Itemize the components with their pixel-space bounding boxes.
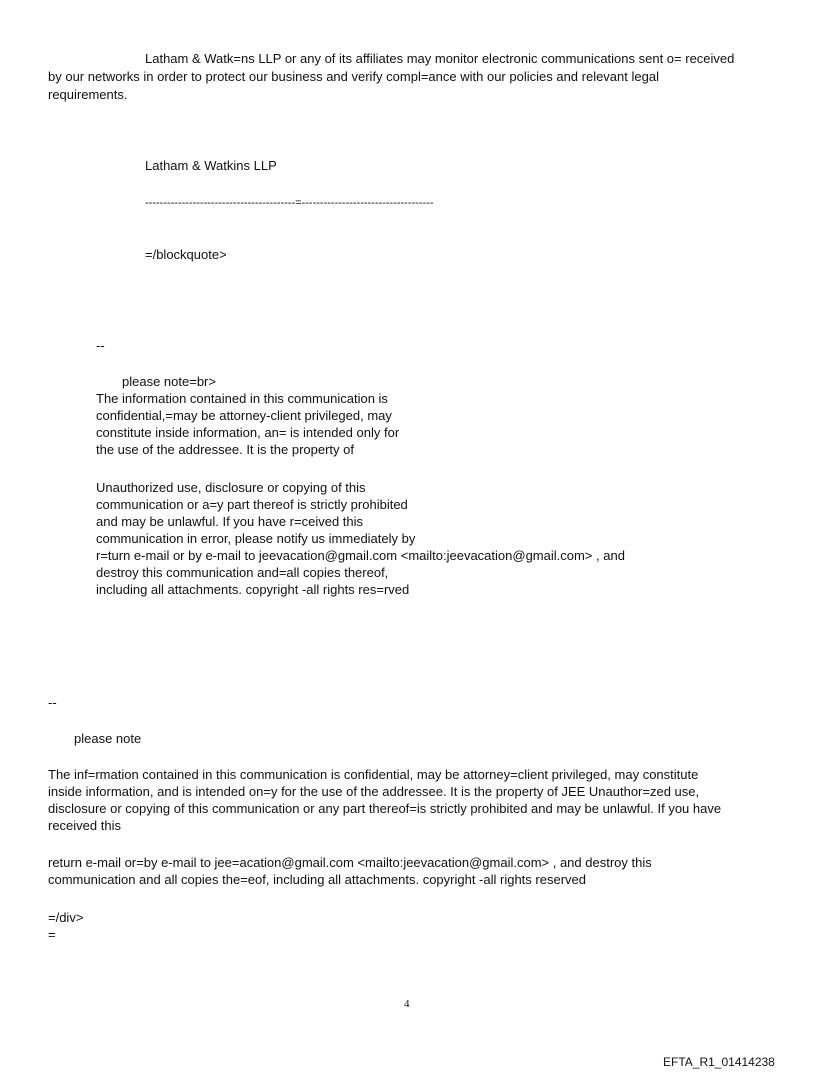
disclaimer-line: The information contained in this communication is bbox=[96, 391, 388, 406]
monitor-notice-line: by our networks in order to protect our business and verify compl=ance with our policies and relevant legal bbox=[48, 69, 659, 84]
div-close-text: =/div> bbox=[48, 910, 84, 925]
first-disclaimer bbox=[0, 373, 625, 625]
monitor-notice-line: requirements. bbox=[48, 87, 128, 102]
disclaimer-line: communication or a=y part thereof is strictly prohibited bbox=[96, 497, 408, 512]
disclaimer-line: received this bbox=[48, 818, 121, 833]
disclaimer-line: The inf=rmation contained in this communication is confidential, may be attorney=client privileged, may constitute bbox=[48, 767, 699, 782]
disclaimer-line: Unauthorized use, disclosure or copying of this bbox=[96, 480, 366, 495]
disclaimer-line: confidential,=may be attorney-client privileged, may bbox=[96, 408, 392, 423]
blockquote-close-text: =/blockquote> bbox=[145, 247, 227, 262]
trailing-equals: = bbox=[48, 927, 56, 942]
disclaimer-line: constitute inside information, an= is intended only for bbox=[96, 425, 400, 440]
signature-dash: -- bbox=[48, 695, 57, 710]
disclaimer-line: inside information, and is intended on=y for the use of the addressee. It is the property of JEE Unauthor=zed use, bbox=[48, 784, 700, 799]
disclaimer-line: and may be unlawful. If you have r=ceived this bbox=[96, 514, 364, 529]
disclaimer-line: communication in error, please notify us immediately by bbox=[96, 531, 416, 546]
second-disclaimer-heading: please note bbox=[74, 731, 142, 746]
disclaimer-line: disclosure or copying of this communication or any part thereof=is strictly prohibited and may be unlawful. If you have bbox=[48, 801, 722, 816]
second-disclaimer bbox=[48, 766, 722, 910]
separator-line: -----------------------------------------=------------------------------------ bbox=[145, 197, 434, 209]
disclaimer-line: including all attachments. copyright -all rights res=rved bbox=[96, 582, 410, 597]
firm-name: Latham & Watkins LLP bbox=[145, 158, 277, 173]
disclaimer-line: communication and all copies the=eof, including all attachments. copyright -all rights reserved bbox=[48, 872, 586, 887]
disclaimer-heading: please note=br> bbox=[122, 374, 216, 389]
monitor-notice-line: Latham & Watk=ns LLP or any of its affiliates may monitor electronic communications sent o= received bbox=[145, 51, 735, 66]
disclaimer-line: destroy this communication and=all copies thereof, bbox=[96, 565, 389, 580]
disclaimer-line: r=turn e-mail or by e-mail to jeevacation@gmail.com <mailto:jeevacation@gmail.com> , and bbox=[96, 548, 625, 563]
disclaimer-line: return e-mail or=by e-mail to jee=acation@gmail.com <mailto:jeevacation@gmail.com> , and destroy this bbox=[48, 855, 652, 870]
monitor-notice bbox=[0, 50, 735, 122]
page-number: 4 bbox=[404, 998, 410, 1010]
bates-number: EFTA_R1_01414238 bbox=[663, 1055, 775, 1069]
disclaimer-line: the use of the addressee. It is the property of bbox=[96, 442, 354, 457]
signature-dash: -- bbox=[96, 338, 105, 353]
